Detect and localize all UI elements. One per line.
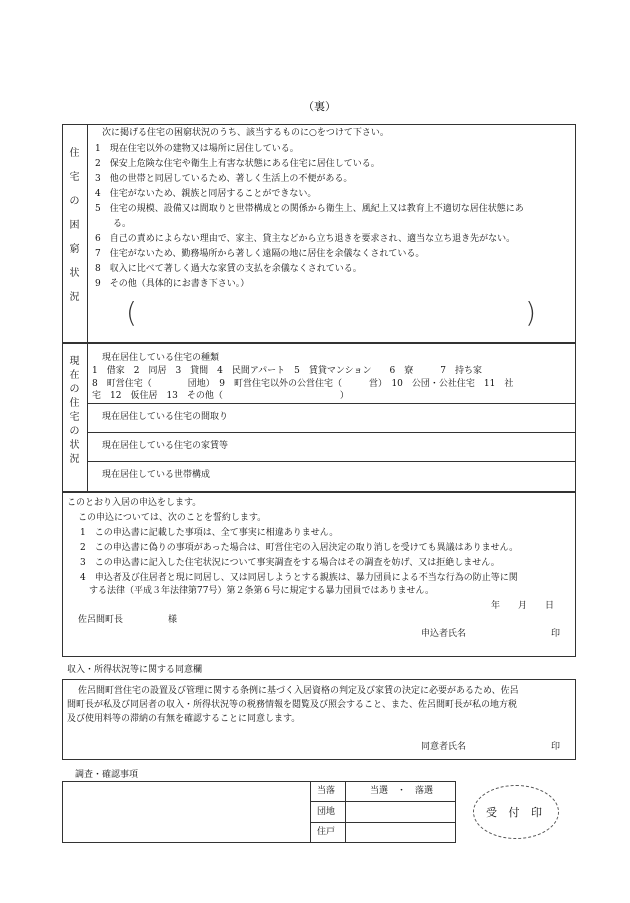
- pledge-item: 1 この申込書に記載した事項は、全て事実に相違ありません。: [80, 528, 339, 538]
- section-label-char: 在: [69, 370, 80, 381]
- consent-text: 及び使用料等の滞納の有無を確認することに同意します。: [67, 714, 301, 724]
- reception-stamp: [473, 785, 559, 839]
- pledge-item: 3 この申込書に記入した住宅状況について事実調査をする場合はその調査を妨げ、又は拒絶しません。: [80, 558, 500, 568]
- difficulty-item[interactable]: 3 他の世帯と同居しているため、著しく生活上の不便がある。: [95, 174, 353, 184]
- section-label-char: の: [69, 384, 80, 395]
- section-label-char: 状: [69, 440, 80, 451]
- housing-difficulty-label: [62, 148, 87, 316]
- layout-field[interactable]: 現在居住している住宅の間取り: [102, 412, 229, 422]
- section-label-char: 現: [69, 356, 80, 367]
- section-label-char: 状: [69, 268, 80, 279]
- section-label-char: の: [69, 196, 80, 207]
- section-label-char: 況: [69, 454, 80, 465]
- housing-type-options[interactable]: 8 町営住宅（ 団地） 9 町営住宅以外の公営住宅（ 営） 10 公団・公社住宅 11 社: [92, 379, 514, 389]
- difficulty-item[interactable]: 7 住宅がないため、勤務場所から著しく遠隔の地に居住を余儀なくされている。: [95, 249, 425, 259]
- section-label-char: 宅: [69, 412, 80, 423]
- pledge-intro: このとおり入居の申込をします。: [67, 498, 202, 508]
- difficulty-item-continued: る。: [95, 219, 132, 229]
- consent-text: 間町長が私及び同居者の収入・所得状況等の税務情報を閲覧及び照会すること、また、佐呂間町長が私の地方税: [67, 700, 518, 710]
- pledge-item: 2 この申込書に偽りの事項があった場合は、町営住宅の入居決定の取り消しを受けても異議はありません。: [80, 543, 519, 553]
- consent-seal: 印: [551, 742, 561, 752]
- housing-difficulty-instruction: 次に掲げる住宅の困窮状況のうち、該当するものに○をつけて下さい。: [102, 128, 389, 138]
- consent-text: 佐呂間町営住宅の設置及び管理に関する条例に基づく入居資格の判定及び家賃の決定に必要があるため、佐呂: [78, 686, 519, 696]
- other-details-field[interactable]: ( ): [126, 296, 536, 329]
- difficulty-item[interactable]: 2 保安上危険な住宅や衛生上有害な状態にある住宅に居住している。: [95, 159, 380, 169]
- difficulty-item[interactable]: 6 自己の責めによらない理由で、家主、貸主などから立ち退きを要求され、適当な立ち退き先がない。: [95, 234, 516, 244]
- page-title: （裏）: [303, 100, 336, 113]
- difficulty-item[interactable]: 9 その他（具体的にお書き下さい。）: [95, 279, 250, 289]
- household-field[interactable]: 現在居住している世帯構成: [102, 470, 211, 480]
- section-label-char: 住: [69, 398, 80, 409]
- section-label-char: 窮: [69, 244, 80, 255]
- consent-signer-field[interactable]: 同意者氏名: [421, 742, 467, 752]
- section-label-char: 宅: [69, 172, 80, 183]
- consent-heading: 収入・所得状況等に関する同意欄: [67, 665, 203, 675]
- housing-type-options[interactable]: 宅 12 仮住居 13 その他（ ）: [92, 391, 349, 401]
- pledge-lead: この申込については、次のことを誓約します。: [78, 513, 267, 523]
- section-label-char: 住: [69, 148, 80, 159]
- survey-row-label: 当落: [317, 786, 336, 796]
- reception-stamp-label: 受 付 印: [486, 806, 546, 819]
- date-field[interactable]: 年 月 日: [491, 601, 555, 611]
- survey-heading: 調査・確認事項: [75, 770, 139, 780]
- pledge-item: 4 申込者及び住居者と現に同居し、又は同居しようとする親族は、暴力団員による不当な行為の防止等に関: [80, 573, 518, 583]
- survey-row-value[interactable]: 当選 ・ 落選: [370, 786, 434, 796]
- applicant-name-field[interactable]: 申込者氏名: [421, 629, 467, 639]
- section-label-char: 況: [69, 292, 80, 303]
- rent-field[interactable]: 現在居住している住宅の家賃等: [102, 441, 229, 451]
- applicant-seal: 印: [551, 629, 561, 639]
- current-housing-label: [62, 356, 87, 468]
- section-label-char: 困: [69, 220, 80, 231]
- survey-row-label: 団地: [317, 807, 336, 817]
- housing-type-options[interactable]: 1 借家 2 同居 3 貸間 4 民間アパート 5 賃貸マンション 6 寮 7 持ち家: [92, 366, 482, 376]
- difficulty-item[interactable]: 5 住宅の規模、設備又は間取りと世帯構成との関係から衛生上、風紀上又は教育上不適切な居住状態にあ: [95, 204, 524, 214]
- difficulty-item[interactable]: 8 収入に比べて著しく過大な家賃の支払を余儀なくされている。: [95, 264, 362, 274]
- housing-type-title: 現在居住している住宅の種類: [102, 353, 220, 363]
- survey-row-label: 住戸: [317, 827, 336, 837]
- difficulty-item[interactable]: 1 現在住宅以外の建物又は場所に居住している。: [95, 144, 299, 154]
- section-label-char: の: [69, 426, 80, 437]
- addressee: 佐呂間町長 様: [78, 615, 178, 625]
- pledge-item-continued: する法律（平成３年法律第77号）第２条第６号に規定する暴力団員ではありません。: [80, 586, 434, 596]
- difficulty-item[interactable]: 4 住宅がないため、親族と同居することができない。: [95, 189, 317, 199]
